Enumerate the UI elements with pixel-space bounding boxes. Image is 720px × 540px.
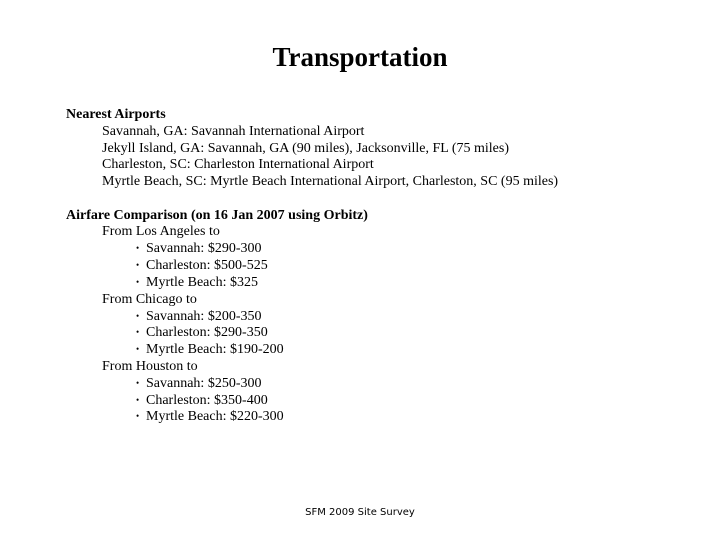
fare-item (136, 308, 261, 325)
bullet-icon: • (136, 311, 140, 321)
origin-los-angeles: From Los Angeles to (102, 224, 220, 239)
fare-item (136, 375, 261, 392)
bullet-icon: • (136, 327, 140, 337)
fare-text: Myrtle Beach: $325 (146, 275, 258, 290)
bullet-icon: • (136, 378, 140, 388)
bullet-icon: • (136, 395, 140, 405)
fare-item (136, 274, 258, 291)
slide-title: Transportation (272, 42, 448, 72)
fare-text: Myrtle Beach: $220-300 (146, 409, 284, 424)
slide-footer: SFM 2009 Site Survey (305, 507, 415, 518)
airfare-comparison-heading: Airfare Comparison (on 16 Jan 2007 using Orbitz) (66, 208, 368, 223)
nearest-airports-heading: Nearest Airports (66, 107, 166, 122)
fare-text: Savannah: $200-350 (146, 309, 262, 324)
fare-item (136, 341, 284, 358)
fare-item (136, 408, 284, 425)
fare-text: Savannah: $290-300 (146, 241, 262, 256)
bullet-icon: • (136, 411, 140, 421)
origin-houston: From Houston to (102, 359, 198, 374)
fare-item (136, 257, 268, 274)
bullet-icon: • (136, 277, 140, 287)
fare-text: Savannah: $250-300 (146, 376, 262, 391)
airport-line: Jekyll Island, GA: Savannah, GA (90 miles), Jacksonville, FL (75 miles) (102, 141, 509, 156)
fare-item (136, 392, 268, 409)
origin-chicago: From Chicago to (102, 292, 197, 307)
fare-item (136, 240, 261, 257)
bullet-icon: • (136, 344, 140, 354)
bullet-icon: • (136, 260, 140, 270)
fare-text: Charleston: $500-525 (146, 258, 268, 273)
fare-text: Charleston: $290-350 (146, 325, 268, 340)
airport-line: Savannah, GA: Savannah International Airport (102, 124, 365, 139)
airport-line: Charleston, SC: Charleston International Airport (102, 157, 374, 172)
fare-item (136, 324, 268, 341)
fare-text: Charleston: $350-400 (146, 393, 268, 408)
fare-text: Myrtle Beach: $190-200 (146, 342, 284, 357)
bullet-icon: • (136, 243, 140, 253)
airport-line: Myrtle Beach, SC: Myrtle Beach International Airport, Charleston, SC (95 miles) (102, 174, 559, 189)
